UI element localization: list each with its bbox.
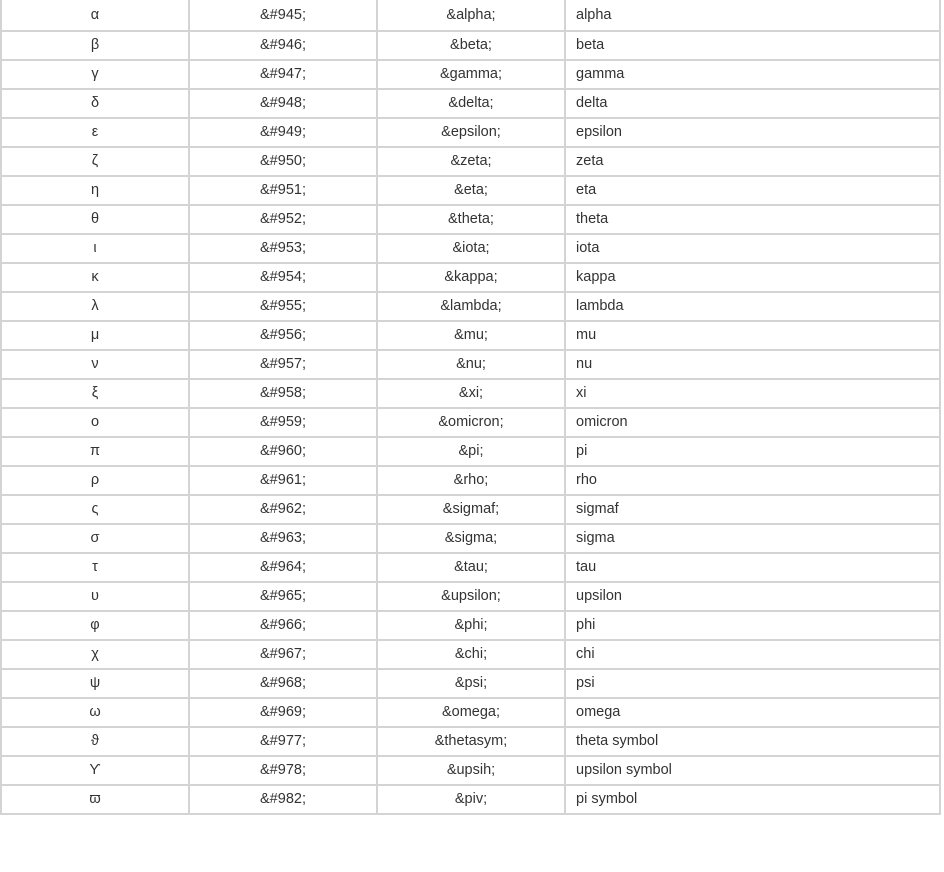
- entity-number: &#947;: [189, 60, 377, 89]
- entity-description: sigmaf: [565, 495, 940, 524]
- entity-character: ο: [1, 408, 189, 437]
- entity-name: &upsilon;: [377, 582, 565, 611]
- entity-table-body: [1, 0, 940, 814]
- table-row: [1, 60, 940, 89]
- entity-name: &lambda;: [377, 292, 565, 321]
- entity-description: beta: [565, 31, 940, 60]
- entity-description: theta: [565, 205, 940, 234]
- entity-name: &omicron;: [377, 408, 565, 437]
- entity-character: ϑ: [1, 727, 189, 756]
- entity-name: &sigma;: [377, 524, 565, 553]
- entity-name: &piv;: [377, 785, 565, 814]
- entity-number: &#952;: [189, 205, 377, 234]
- entity-name: &theta;: [377, 205, 565, 234]
- table-row: [1, 524, 940, 553]
- entity-character: τ: [1, 553, 189, 582]
- entity-description: pi symbol: [565, 785, 940, 814]
- entity-name: &alpha;: [377, 0, 565, 31]
- entity-character: θ: [1, 205, 189, 234]
- entity-name: &omega;: [377, 698, 565, 727]
- entity-character: ζ: [1, 147, 189, 176]
- entity-number: &#956;: [189, 321, 377, 350]
- entity-description: pi: [565, 437, 940, 466]
- entity-character: η: [1, 176, 189, 205]
- entity-number: &#960;: [189, 437, 377, 466]
- entity-description: upsilon symbol: [565, 756, 940, 785]
- entity-number: &#954;: [189, 263, 377, 292]
- entity-description: chi: [565, 640, 940, 669]
- entity-character: ς: [1, 495, 189, 524]
- entity-number: &#957;: [189, 350, 377, 379]
- entity-name: &upsih;: [377, 756, 565, 785]
- entity-name: &chi;: [377, 640, 565, 669]
- entity-name: &thetasym;: [377, 727, 565, 756]
- entity-name: &zeta;: [377, 147, 565, 176]
- entity-character: ξ: [1, 379, 189, 408]
- entity-character: ϒ: [1, 756, 189, 785]
- entity-description: mu: [565, 321, 940, 350]
- entity-number: &#968;: [189, 669, 377, 698]
- entity-name: &rho;: [377, 466, 565, 495]
- entity-character: χ: [1, 640, 189, 669]
- entity-character: κ: [1, 263, 189, 292]
- table-row: [1, 553, 940, 582]
- table-row: [1, 147, 940, 176]
- entity-number: &#966;: [189, 611, 377, 640]
- table-row: [1, 263, 940, 292]
- entity-description: alpha: [565, 0, 940, 31]
- entity-name: &iota;: [377, 234, 565, 263]
- entity-name: &delta;: [377, 89, 565, 118]
- entity-character: ψ: [1, 669, 189, 698]
- entity-name: &sigmaf;: [377, 495, 565, 524]
- table-row: [1, 234, 940, 263]
- entity-number: &#978;: [189, 756, 377, 785]
- entity-character: γ: [1, 60, 189, 89]
- entity-name: &beta;: [377, 31, 565, 60]
- entity-name: &gamma;: [377, 60, 565, 89]
- entity-name: &mu;: [377, 321, 565, 350]
- entity-description: omega: [565, 698, 940, 727]
- entity-name: &psi;: [377, 669, 565, 698]
- entity-name: &tau;: [377, 553, 565, 582]
- table-row: [1, 640, 940, 669]
- entity-character: ι: [1, 234, 189, 263]
- entity-number: &#962;: [189, 495, 377, 524]
- entity-number: &#964;: [189, 553, 377, 582]
- entity-description: lambda: [565, 292, 940, 321]
- entity-description: rho: [565, 466, 940, 495]
- entity-description: nu: [565, 350, 940, 379]
- entity-number: &#949;: [189, 118, 377, 147]
- table-row: [1, 379, 940, 408]
- entity-number: &#961;: [189, 466, 377, 495]
- entity-description: tau: [565, 553, 940, 582]
- entity-number: &#982;: [189, 785, 377, 814]
- table-row: [1, 321, 940, 350]
- entity-character: ϖ: [1, 785, 189, 814]
- entity-name: &phi;: [377, 611, 565, 640]
- table-row: [1, 611, 940, 640]
- entity-character: ρ: [1, 466, 189, 495]
- table-row: [1, 582, 940, 611]
- entity-character: υ: [1, 582, 189, 611]
- entity-number: &#951;: [189, 176, 377, 205]
- entity-character: ε: [1, 118, 189, 147]
- entity-description: upsilon: [565, 582, 940, 611]
- entity-name: &kappa;: [377, 263, 565, 292]
- table-row: [1, 31, 940, 60]
- entity-character: π: [1, 437, 189, 466]
- table-row: [1, 205, 940, 234]
- entity-description: psi: [565, 669, 940, 698]
- entity-number: &#945;: [189, 0, 377, 31]
- table-row: [1, 756, 940, 785]
- entity-character: ω: [1, 698, 189, 727]
- entity-name: &epsilon;: [377, 118, 565, 147]
- entity-name: &pi;: [377, 437, 565, 466]
- entity-character: ν: [1, 350, 189, 379]
- entity-description: delta: [565, 89, 940, 118]
- table-row: [1, 89, 940, 118]
- entity-description: gamma: [565, 60, 940, 89]
- entity-character: σ: [1, 524, 189, 553]
- entity-description: theta symbol: [565, 727, 940, 756]
- entity-description: zeta: [565, 147, 940, 176]
- entity-description: epsilon: [565, 118, 940, 147]
- entity-number: &#955;: [189, 292, 377, 321]
- entity-character: β: [1, 31, 189, 60]
- entity-number: &#977;: [189, 727, 377, 756]
- entity-number: &#967;: [189, 640, 377, 669]
- entity-name: &eta;: [377, 176, 565, 205]
- entity-character: λ: [1, 292, 189, 321]
- entity-character: α: [1, 0, 189, 31]
- table-row: [1, 466, 940, 495]
- table-row: [1, 698, 940, 727]
- table-row: [1, 0, 940, 31]
- entity-character: φ: [1, 611, 189, 640]
- table-row: [1, 437, 940, 466]
- entity-number: &#950;: [189, 147, 377, 176]
- entity-description: omicron: [565, 408, 940, 437]
- entity-description: phi: [565, 611, 940, 640]
- table-row: [1, 495, 940, 524]
- entity-number: &#953;: [189, 234, 377, 263]
- table-row: [1, 350, 940, 379]
- entity-name: &nu;: [377, 350, 565, 379]
- entity-number: &#969;: [189, 698, 377, 727]
- entity-number: &#958;: [189, 379, 377, 408]
- entity-character: δ: [1, 89, 189, 118]
- entity-description: sigma: [565, 524, 940, 553]
- entity-description: kappa: [565, 263, 940, 292]
- table-row: [1, 727, 940, 756]
- entity-character: μ: [1, 321, 189, 350]
- table-row: [1, 785, 940, 814]
- entity-description: eta: [565, 176, 940, 205]
- entity-number: &#965;: [189, 582, 377, 611]
- table-row: [1, 669, 940, 698]
- table-row: [1, 408, 940, 437]
- table-row: [1, 292, 940, 321]
- entity-name: &xi;: [377, 379, 565, 408]
- entity-number: &#948;: [189, 89, 377, 118]
- entity-number: &#959;: [189, 408, 377, 437]
- entity-description: iota: [565, 234, 940, 263]
- entity-number: &#963;: [189, 524, 377, 553]
- entity-description: xi: [565, 379, 940, 408]
- entity-number: &#946;: [189, 31, 377, 60]
- table-row: [1, 118, 940, 147]
- table-row: [1, 176, 940, 205]
